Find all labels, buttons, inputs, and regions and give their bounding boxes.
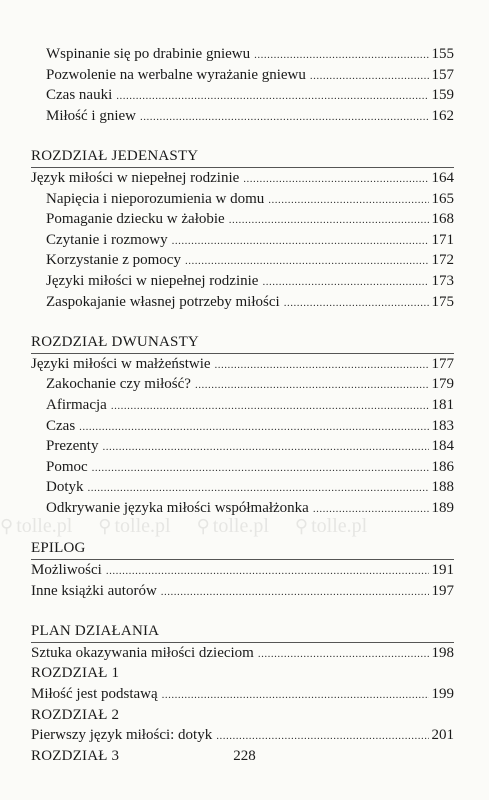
page-ref: 165 xyxy=(431,190,454,207)
page-ref: 184 xyxy=(431,438,454,455)
page-ref: 159 xyxy=(431,87,454,104)
page-ref: 188 xyxy=(431,479,454,496)
toc-entry[interactable]: Zakochanie czy miłość? ..... 179 xyxy=(31,374,454,395)
page-ref: 183 xyxy=(431,417,454,434)
subchapter-heading: ROZDZIAŁ 3 xyxy=(31,747,120,764)
toc-entry[interactable]: Korzystanie z pomocy ..... 172 xyxy=(31,250,454,271)
toc-entry[interactable]: Wspinanie się po drabinie gniewu ..... 155 xyxy=(31,44,454,65)
page-ref: 164 xyxy=(431,169,454,186)
toc-entry[interactable]: Czas nauki ..... 159 xyxy=(31,85,454,106)
page-ref: 173 xyxy=(431,272,454,289)
toc-entry[interactable]: Odkrywanie języka miłości współmałżonka ..... 189 xyxy=(31,498,454,519)
toc-entry[interactable]: Pozwolenie na werbalne wyrażanie gniewu ..... 157 xyxy=(31,65,454,86)
toc-entry[interactable]: Pomoc ..... 186 xyxy=(31,457,454,478)
toc-chapter-entry[interactable]: Inne książki autorów ..... 197 xyxy=(31,581,454,602)
page-ref: 189 xyxy=(431,499,454,516)
page-ref: 197 xyxy=(431,582,454,599)
page-ref: 162 xyxy=(431,107,454,124)
chapter-heading: EPILOG xyxy=(31,540,86,557)
page-ref: 175 xyxy=(431,293,454,310)
page-ref: 179 xyxy=(431,376,454,393)
page-ref: 198 xyxy=(431,644,454,661)
page-ref: 181 xyxy=(431,396,454,413)
toc-chapter-entry[interactable]: Pierwszy język miłości: dotyk ..... 201 xyxy=(31,725,454,746)
watermark-logo-icon: ⚲ xyxy=(196,515,210,536)
page-ref: 155 xyxy=(431,46,454,62)
subchapter-heading: ROZDZIAŁ 1 xyxy=(31,665,120,682)
toc-entry[interactable]: Miłość i gniew ..... 162 xyxy=(31,106,454,127)
toc-entry[interactable]: Dotyk ..... 188 xyxy=(31,477,454,498)
toc-entry[interactable]: Języki miłości w niepełnej rodzinie ..... 173 xyxy=(31,271,454,292)
toc-chapter-entry[interactable]: Języki miłości w małżeństwie ..... 177 xyxy=(31,354,454,375)
page-ref: 191 xyxy=(431,562,454,579)
toc-chapter-entry[interactable]: Możliwości ..... 191 xyxy=(31,560,454,581)
chapter-heading: PLAN DZIAŁANIA xyxy=(31,623,160,640)
page-ref: 199 xyxy=(431,686,454,703)
page-number: 228 xyxy=(233,748,256,764)
watermark-logo-icon: ⚲ xyxy=(0,515,14,536)
toc-entry[interactable]: Czytanie i rozmowy ..... 171 xyxy=(31,230,454,251)
page-ref: 157 xyxy=(431,66,454,83)
page-ref: 171 xyxy=(431,231,454,248)
watermark-item: ⚲ tolle.pl xyxy=(98,514,171,537)
watermark-item: ⚲ tolle.pl xyxy=(196,514,269,537)
toc-chapter-entry[interactable]: Sztuka okazywania miłości dzieciom ..... 198 xyxy=(31,643,454,664)
toc-entry[interactable]: Czas ..... 183 xyxy=(31,416,454,437)
subchapter-heading: ROZDZIAŁ 2 xyxy=(31,706,120,723)
watermark-logo-icon: ⚲ xyxy=(294,515,309,536)
toc-entry[interactable]: Pomaganie dziecku w żałobie ..... 168 xyxy=(31,209,454,230)
watermark-item: ⚲ tolle.pl xyxy=(0,514,73,537)
chapter-heading: ROZDZIAŁ DWUNASTY xyxy=(31,334,199,351)
page-ref: 168 xyxy=(431,211,454,228)
toc-chapter-entry[interactable]: Miłość jest podstawą ..... 199 xyxy=(31,684,454,705)
table-of-contents xyxy=(31,44,454,766)
page-ref: 186 xyxy=(431,458,454,475)
page-ref: 177 xyxy=(431,355,454,372)
toc-entry[interactable]: Prezenty ..... 184 xyxy=(31,436,454,457)
toc-entry[interactable]: Afirmacja ..... 181 xyxy=(31,395,454,416)
watermark-logo-icon: ⚲ xyxy=(98,515,112,536)
page-ref: 172 xyxy=(431,252,454,269)
toc-entry[interactable]: Zaspokajanie własnej potrzeby miłości ..... 175 xyxy=(31,292,454,313)
toc-entry[interactable]: Napięcia i nieporozumienia w domu ..... 165 xyxy=(31,189,454,210)
toc-chapter-entry[interactable]: Język miłości w niepełnej rodzinie ..... 164 xyxy=(31,168,454,189)
watermark-item: ⚲ tolle.pl xyxy=(294,514,368,537)
chapter-heading: ROZDZIAŁ JEDENASTY xyxy=(31,148,199,165)
page-ref: 201 xyxy=(431,727,454,744)
